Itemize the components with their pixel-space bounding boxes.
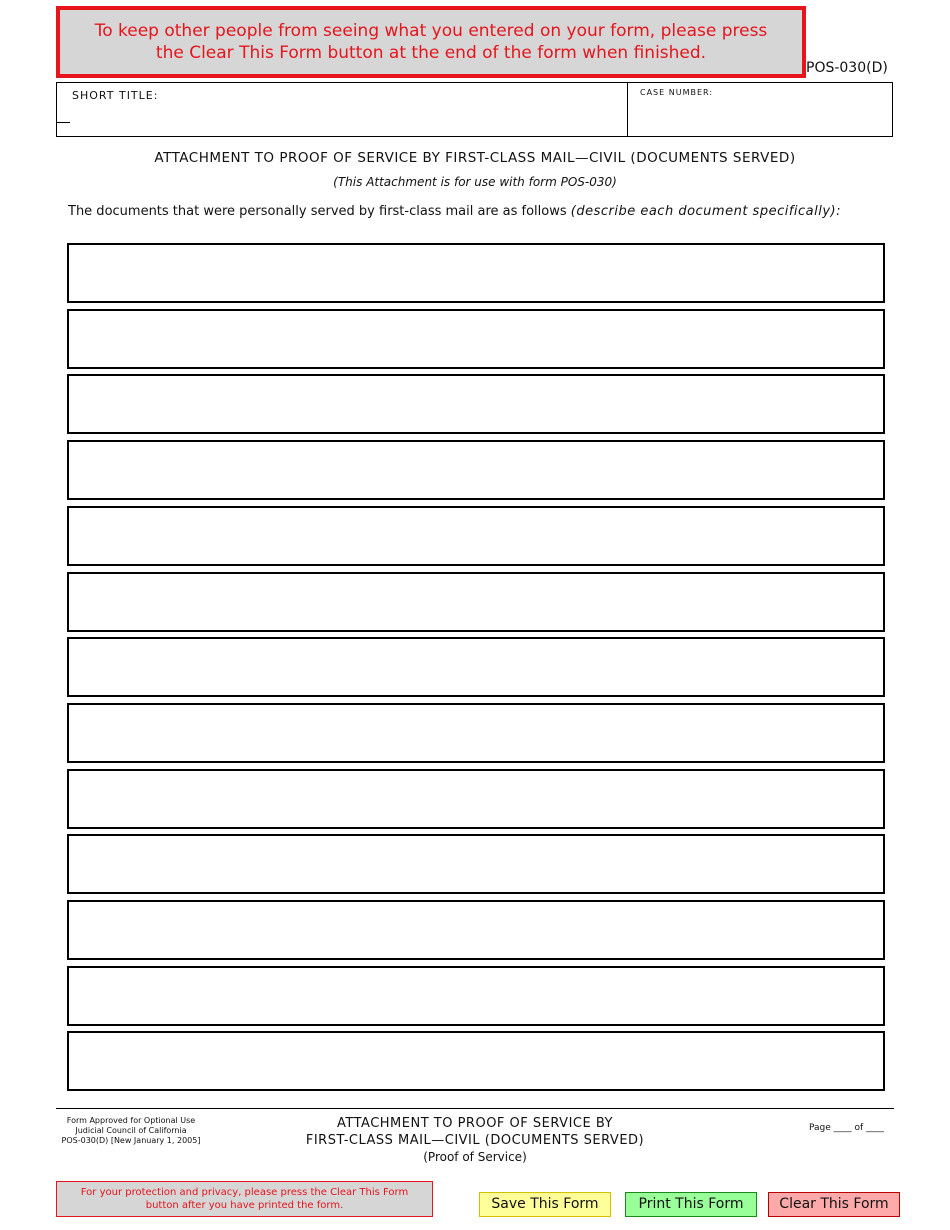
document-field[interactable] xyxy=(67,572,885,632)
document-field[interactable] xyxy=(67,1031,885,1091)
print-form-button[interactable]: Print This Form xyxy=(625,1192,757,1217)
page-title: ATTACHMENT TO PROOF OF SERVICE BY FIRST-CLASS MAIL—CIVIL (DOCUMENTS SERVED) xyxy=(154,150,796,166)
document-field[interactable] xyxy=(67,243,885,303)
privacy-note xyxy=(56,1181,433,1217)
footer-title-line-3: (Proof of Service) xyxy=(423,1150,527,1164)
clear-form-button[interactable]: Clear This Form xyxy=(768,1192,900,1217)
intro-text xyxy=(68,204,841,219)
document-field[interactable] xyxy=(67,309,885,369)
footer-left-line-2: Judicial Council of California xyxy=(75,1126,187,1135)
privacy-note-line-1: For your protection and privacy, please press the Clear This Form xyxy=(80,1187,409,1198)
document-field[interactable] xyxy=(67,966,885,1026)
short-title-label: SHORT TITLE: xyxy=(72,89,159,102)
footer-title-line-2: FIRST-CLASS MAIL—CIVIL (DOCUMENTS SERVED) xyxy=(305,1133,645,1148)
intro-text-main: The documents that were personally served by first-class mail are as follows xyxy=(68,204,571,219)
document-field[interactable] xyxy=(67,900,885,960)
margin-tick xyxy=(56,122,70,123)
document-field[interactable] xyxy=(67,506,885,566)
header-box xyxy=(56,82,893,137)
footer-left-line-3: POS-030(D) [New January 1, 2005] xyxy=(61,1136,201,1145)
footer-title-line-1: ATTACHMENT TO PROOF OF SERVICE BY xyxy=(337,1116,613,1131)
privacy-note-line-2: button after you have printed the form. xyxy=(145,1200,344,1211)
page-number: Page ____ of ____ xyxy=(809,1123,885,1133)
privacy-warning-banner xyxy=(56,6,806,78)
form-code: POS-030(D) xyxy=(806,60,888,76)
document-field[interactable] xyxy=(67,834,885,894)
warning-line-1: To keep other people from seeing what you entered on your form, please press xyxy=(94,21,768,41)
footer-rule xyxy=(56,1108,894,1109)
document-field[interactable] xyxy=(67,703,885,763)
footer-title xyxy=(250,1115,700,1166)
document-field[interactable] xyxy=(67,374,885,434)
warning-line-2: the Clear This Form button at the end of the form when finished. xyxy=(155,43,707,63)
footer-form-info xyxy=(56,1116,206,1146)
case-number-label: CASE NUMBER: xyxy=(640,88,714,97)
document-field[interactable] xyxy=(67,440,885,500)
intro-text-italic: (describe each document specifically): xyxy=(570,204,842,219)
header-divider xyxy=(627,82,628,137)
document-field[interactable] xyxy=(67,637,885,697)
save-form-button[interactable]: Save This Form xyxy=(479,1192,611,1217)
page-subtitle: (This Attachment is for use with form POS-030) xyxy=(333,175,617,189)
document-field[interactable] xyxy=(67,769,885,829)
footer-left-line-1: Form Approved for Optional Use xyxy=(66,1116,196,1125)
